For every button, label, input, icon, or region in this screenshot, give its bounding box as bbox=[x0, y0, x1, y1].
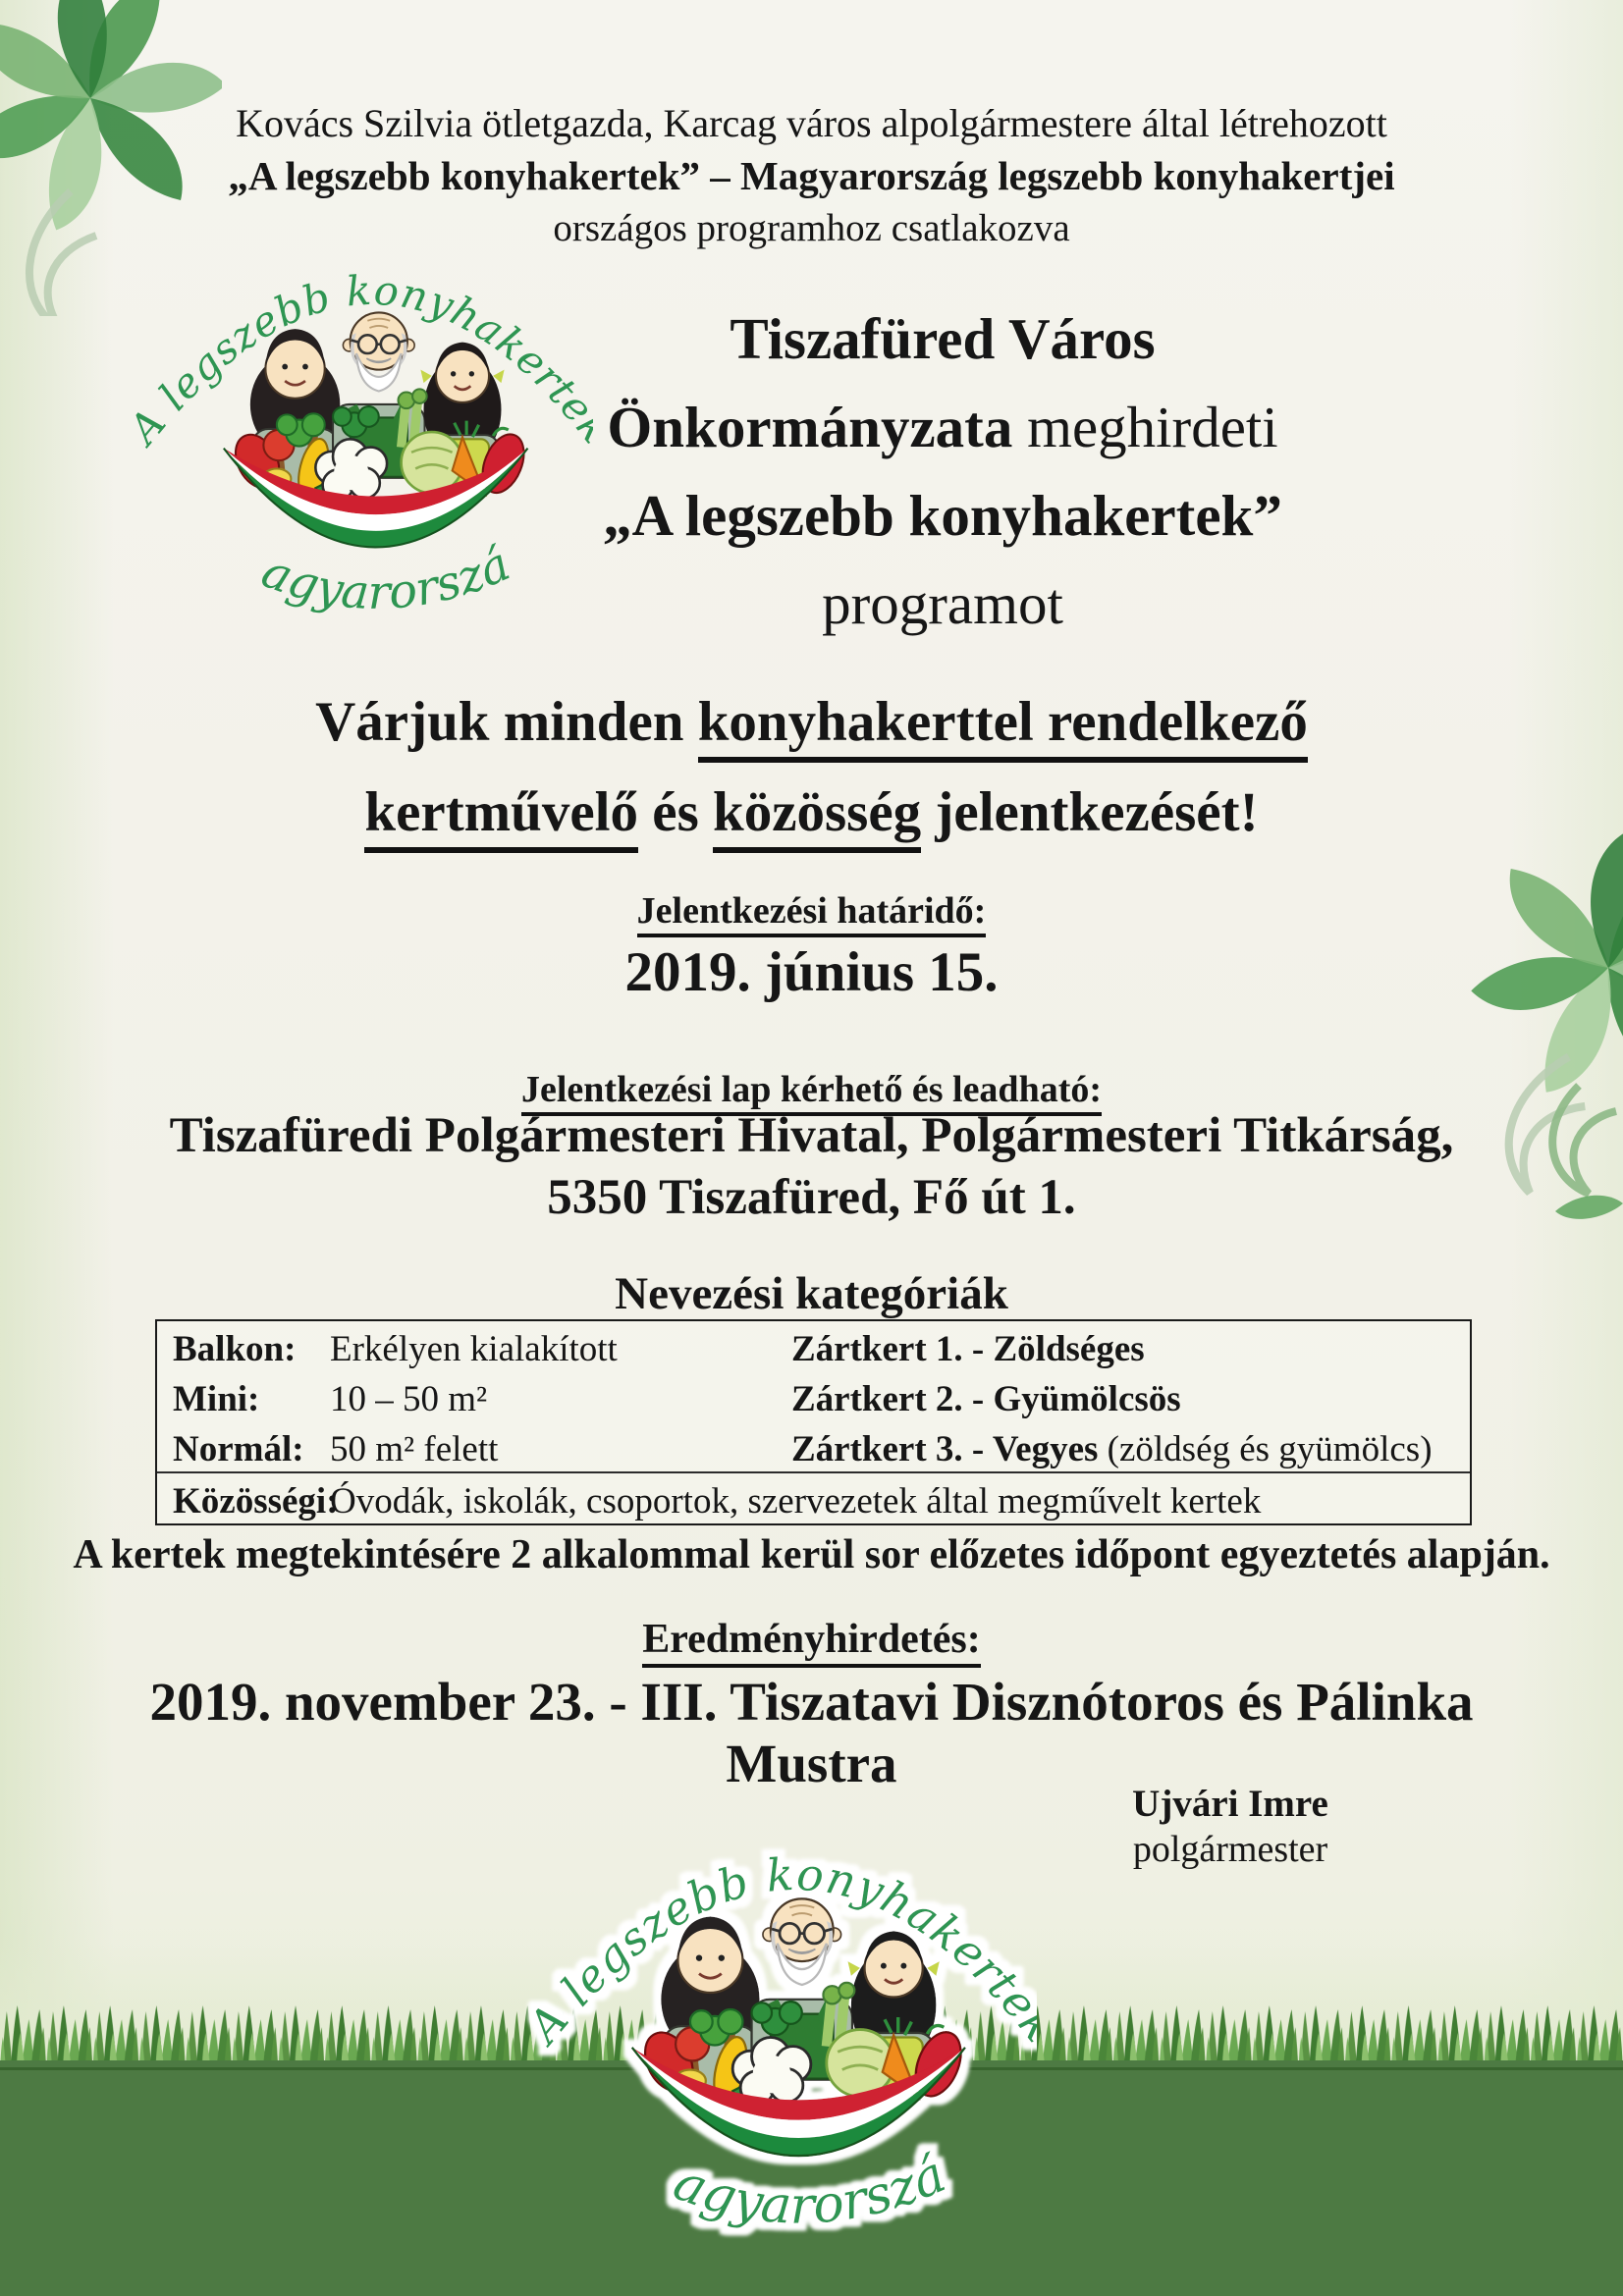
table-row bbox=[157, 1471, 1470, 1523]
signature-block bbox=[1100, 1781, 1361, 1873]
results-label: Eredményhirdetés: bbox=[69, 1616, 1554, 1663]
deadline-label: Jelentkezési határidő: bbox=[69, 889, 1554, 933]
category-type: Zártkert 2. - Gyümölcsös bbox=[791, 1379, 1181, 1419]
program-logo bbox=[124, 251, 593, 664]
title-line-4: programot bbox=[822, 571, 1063, 636]
visit-note: A kertek megtekintésére 2 alkalommal kerül sor előzetes időpont egyeztetés alapján. bbox=[73, 1532, 1550, 1577]
category-label: Balkon: bbox=[173, 1329, 297, 1369]
header-line-1: Kovács Szilvia ötletgazda, Karcag város alpolgármestere által létrehozott bbox=[236, 101, 1387, 145]
category-desc: 50 m² felett bbox=[330, 1429, 499, 1469]
category-desc: Erkélyen kialakított bbox=[330, 1329, 618, 1369]
header-line-3: országos programhoz csatlakozva bbox=[553, 207, 1070, 249]
category-label: Közösségi: bbox=[173, 1481, 339, 1522]
table-row bbox=[157, 1321, 1470, 1371]
categories-table bbox=[155, 1319, 1472, 1525]
application-label: Jelentkezési lap kérhető és leadható: bbox=[69, 1068, 1554, 1111]
category-desc: 10 – 50 m² bbox=[330, 1379, 488, 1419]
invitation-headline: Várjuk minden konyhakerttel rendelkező kertművelő és közösség jelentkezését! bbox=[69, 677, 1554, 858]
categories-title: Nevezési kategóriák bbox=[615, 1268, 1008, 1319]
category-type: Zártkert 1. - Zöldséges bbox=[791, 1329, 1145, 1369]
signature-name: Ujvári Imre bbox=[1132, 1783, 1328, 1825]
table-row bbox=[157, 1371, 1470, 1421]
signature-title: polgármester bbox=[1132, 1829, 1328, 1870]
page-title bbox=[579, 294, 1306, 648]
category-label: Mini: bbox=[173, 1379, 260, 1419]
category-type: Zártkert 3. - Vegyes (zöldség és gyümölcs) bbox=[791, 1429, 1433, 1469]
application-address-line1: Tiszafüredi Polgármesteri Hivatal, Polgármesteri Titkárság, bbox=[169, 1108, 1454, 1163]
application-address-line2: 5350 Tiszafüred, Fő út 1. bbox=[547, 1170, 1076, 1225]
header-line-2: „A legszebb konyhakertek” – Magyarország legszebb konyhakertjei bbox=[228, 153, 1395, 198]
category-label: Normál: bbox=[173, 1429, 304, 1469]
results-date-line: 2019. november 23. - III. Tiszatavi Disznótoros és Pálinka Mustra bbox=[149, 1672, 1474, 1793]
program-logo-bottom bbox=[522, 1832, 1037, 2283]
deadline-date: 2019. június 15. bbox=[624, 941, 999, 1003]
category-desc: Óvodák, iskolák, csoportok, szervezetek által megművelt kertek bbox=[330, 1481, 1262, 1522]
title-line-1: Tiszafüred Város bbox=[730, 306, 1156, 371]
title-line-2: Önkormányzata meghirdeti bbox=[607, 395, 1278, 459]
title-line-3: „A legszebb konyhakertek” bbox=[603, 483, 1282, 548]
table-row bbox=[157, 1421, 1470, 1471]
